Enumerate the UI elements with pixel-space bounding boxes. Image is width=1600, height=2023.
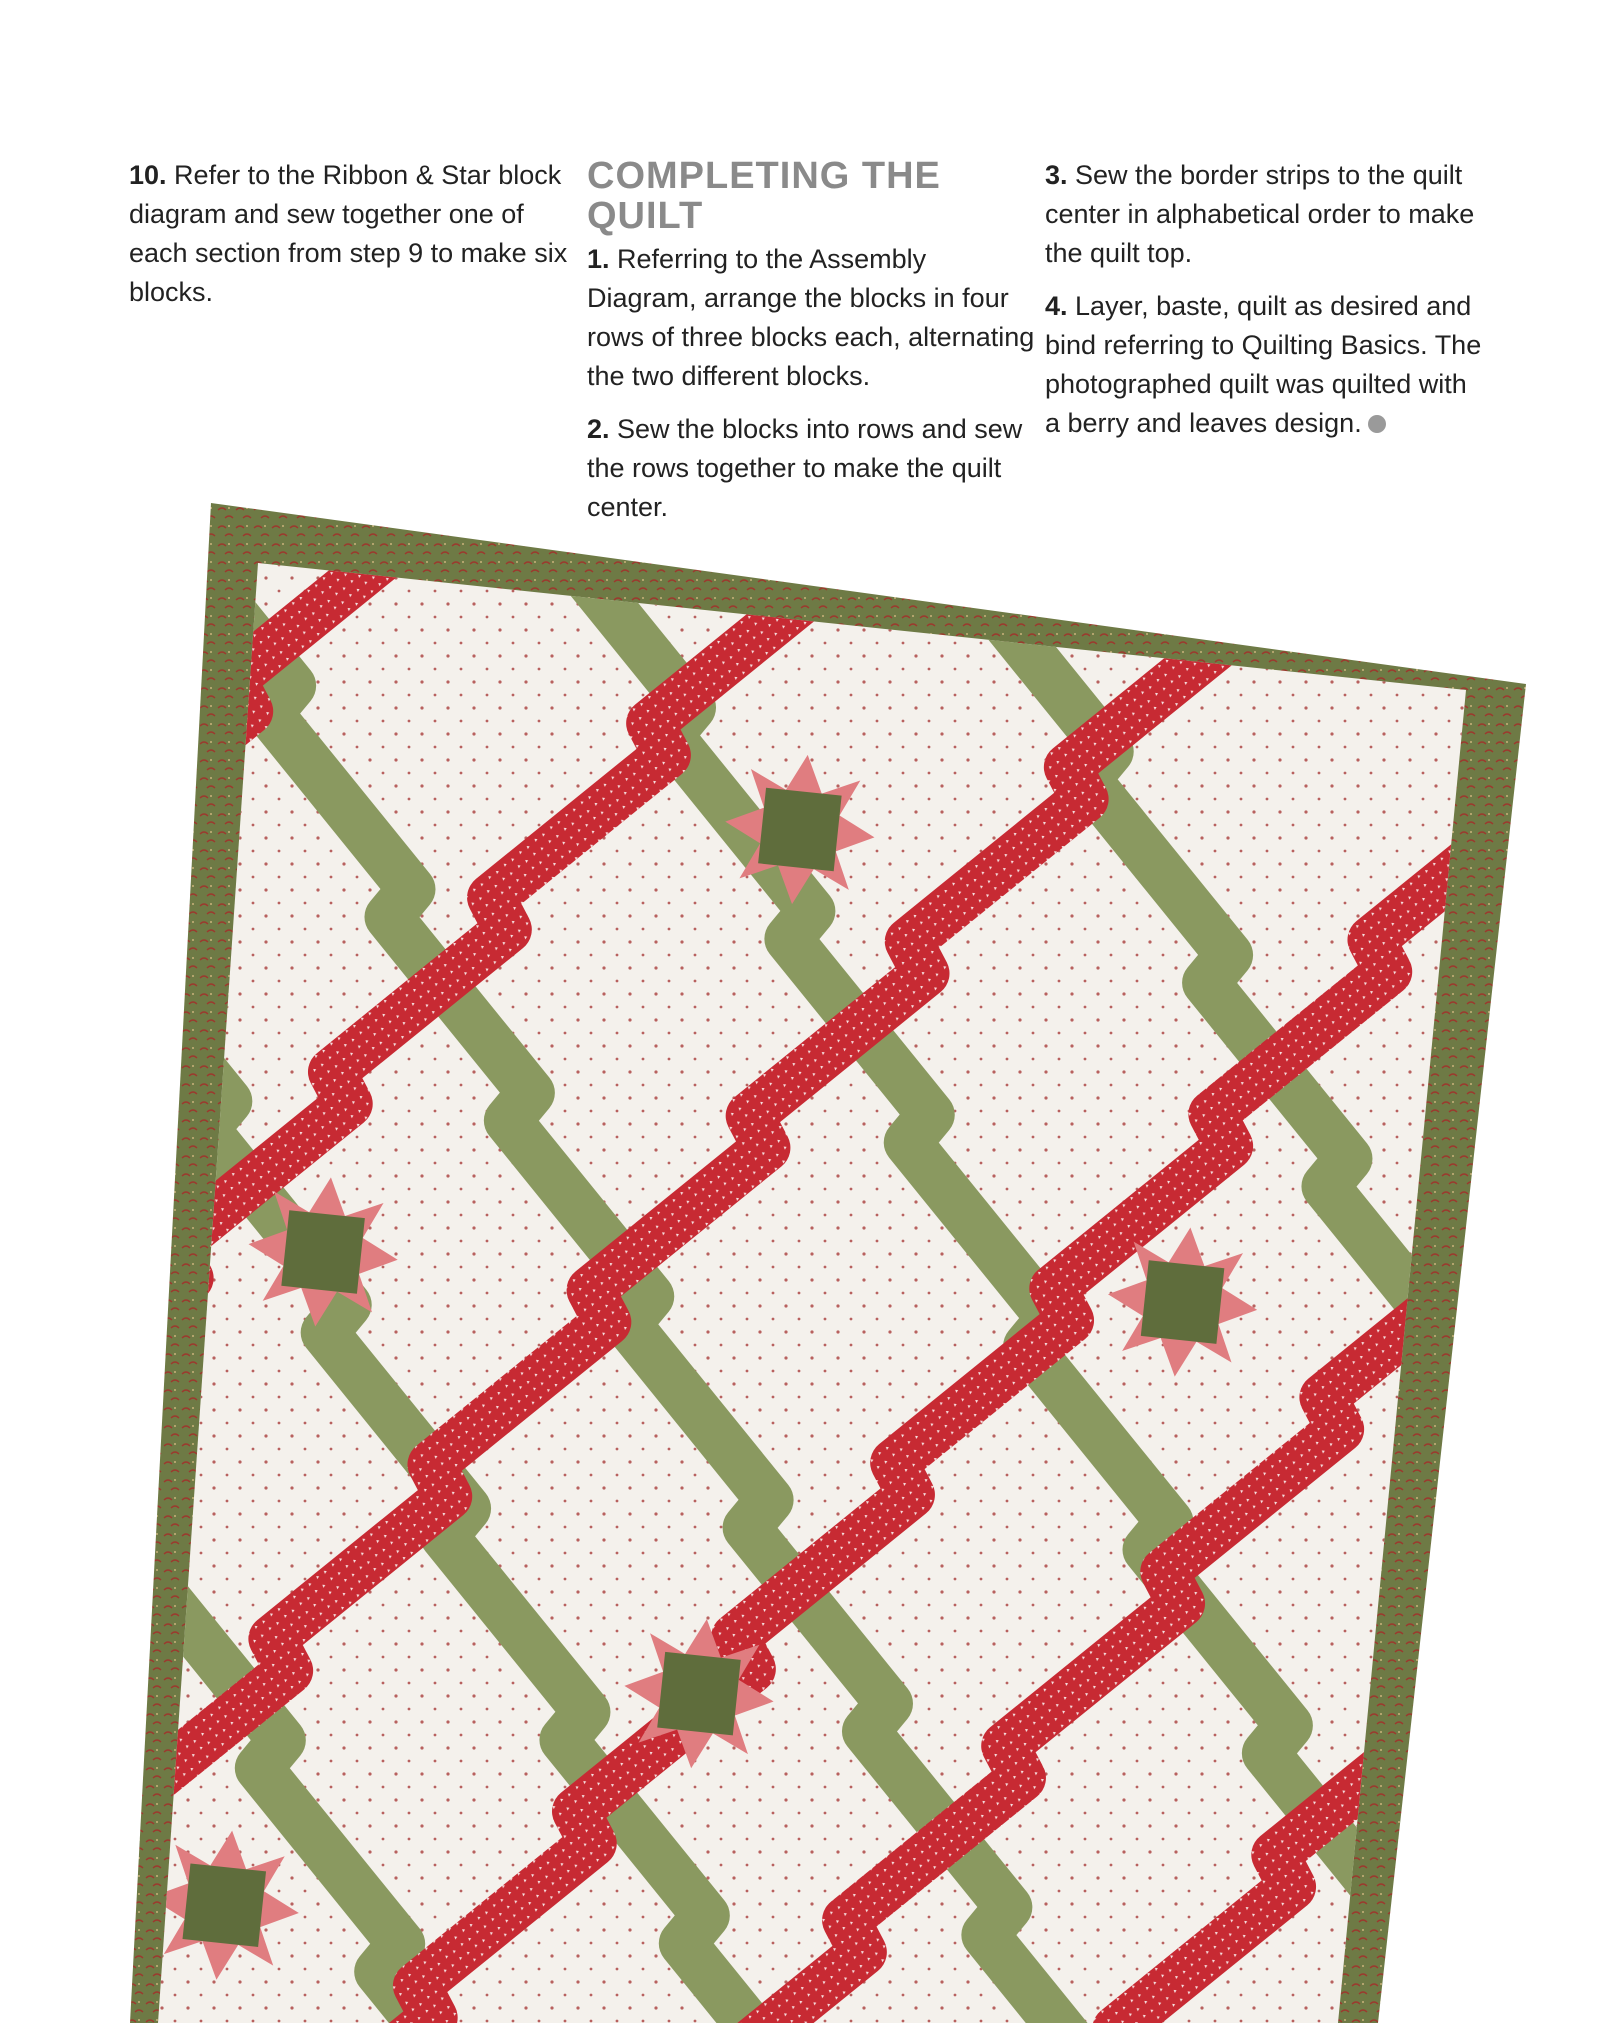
step-number: 2. [587, 414, 610, 444]
step-number: 4. [1045, 291, 1068, 321]
step-number: 10. [129, 160, 167, 190]
step-number: 3. [1045, 160, 1068, 190]
step-text: Referring to the Assembly Diagram, arrange the blocks in four rows of three blocks each, alternating the two different blocks. [587, 244, 1035, 391]
step-text: Layer, baste, quilt as desired and bind referring to Quilting Basics. The photographed quilt was quilted with a berry and leaves design. [1045, 291, 1482, 438]
step-text: Sew the blocks into rows and sew the rows together to make the quilt center. [587, 414, 1023, 522]
step-text: Sew the border strips to the quilt center in alphabetical order to make the quilt top. [1045, 160, 1475, 268]
step-text: Refer to the Ribbon & Star block diagram and sew together one of each section from step 9 to make six blocks. [129, 160, 568, 307]
step-number: 1. [587, 244, 610, 274]
section-heading: COMPLETING THE QUILT [587, 155, 941, 237]
